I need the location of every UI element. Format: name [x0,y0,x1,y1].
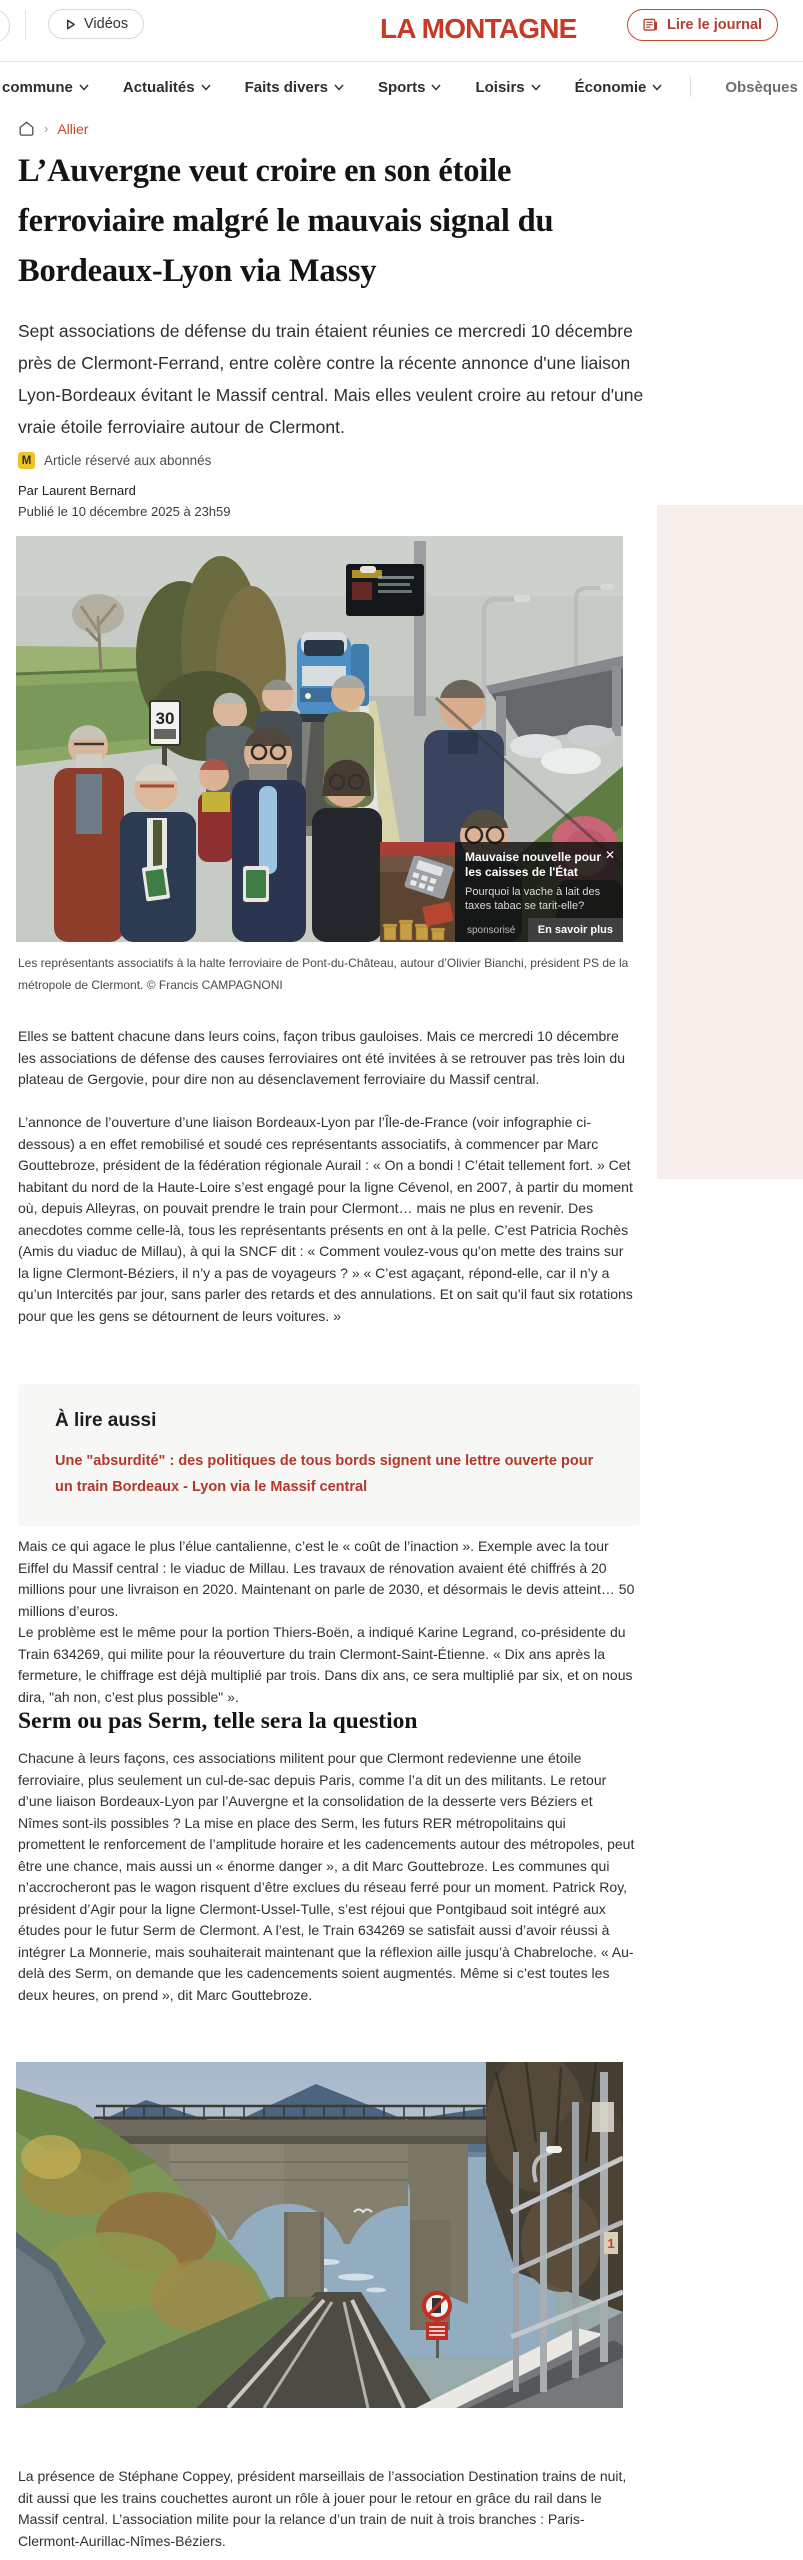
article-byline: Par Laurent Bernard [18,483,136,498]
chevron-down-icon [334,84,344,91]
nav-divider [690,77,691,97]
chevron-down-icon [79,84,89,91]
nav-label: Loisirs [475,78,525,96]
article-paragraph: Elles se battent chacune dans leurs coins, façon tribus gauloises. Mais ce mercredi 10 décembre les associations de défense des causes ferroviaires ont été invitées à se retrouver pas très loin du plateau de Gergovie, pour dire non au désenclavement ferroviaire du Massif central. [18,1028,625,1087]
breadcrumb [18,120,88,137]
premium-badge: M [18,452,35,469]
nav-item-commune[interactable] [2,79,89,96]
ad-close-icon[interactable]: ✕ [604,848,615,862]
chevron-down-icon [531,84,541,91]
breadcrumb-separator: › [44,121,49,136]
ad-rail-placeholder [657,505,803,1179]
nav-label: Sports [377,78,426,96]
videos-button-label: Vidéos [84,16,129,32]
read-also-heading: À lire aussi [55,1410,157,1431]
nav-label: commune [2,78,73,96]
article-publish-date: Publié le 10 décembre 2025 à 23h59 [18,504,231,519]
photo1-caption: Les représentants associatifs à la halte ferroviaire de Pont-du-Château, autour d’Olivier Bianchi, président PS de la métropole de Clermont. © Francis CAMPAGNONI [18,956,629,992]
nav-label: Économie [574,78,647,96]
chevron-down-icon [201,84,211,91]
chevron-down-icon [431,84,441,91]
article-paragraph: L’annonce de l’ouverture d’une liaison Bordeaux-Lyon par l’Île-de-France (voir infographie ci-dessous) a en effet remobilisé et soudé ces représentants associatifs, à commencer par Marc Gouttebroze, président de la fédération régionale Aurail : « On a bondi ! C’était tellement fort. » Cet habitant du nord de la Haute-Loire s’est engagé pour la ligne Cévenol, en 2007, à partir du moment où, depuis Alleyras, on pouvait prendre le train pour Clermont… mais ne plus en revenir. Des anecdotes comme celle-là, tous les représentants présents en ont à la pelle. C’est Patricia Rochès (Amis du viaduc de Millau), à qui la SNCF dit : « Comment voulez-vous qu’on mette des trains sur la ligne Clermont-Béziers, il n’y a pas de voyageurs ? » « C’est agaçant, répond-elle, car il n’y a qu’un Intercités par jour, sans parler des retards et des annulations. Et on sait qu’il faut six rotations pour que les gens se détournent de leurs voitures. » [18,1114,633,1324]
ad-body: Pourquoi la vache à lait des taxes tabac se tarit-elle? [465,886,601,912]
newspaper-icon [643,18,659,32]
ad-text-panel [455,842,623,942]
article-title: L’Auvergne veut croire en son étoile ferroviaire malgré le mauvais signal du Bordeaux-Lyon via Massy [18,153,554,289]
nav-item-obseques[interactable] [725,79,798,96]
section-heading: Serm ou pas Serm, telle sera la question [18,1708,418,1734]
premium-label: Article réservé aux abonnés [44,453,212,468]
site-logo[interactable]: LA MONTAGNE [380,13,577,44]
nav-label: Faits divers [244,78,328,96]
home-icon[interactable] [18,120,35,137]
videos-button[interactable] [48,9,144,39]
breadcrumb-section-link[interactable]: Allier [57,120,89,137]
photo-viaduct-illustration [16,2062,623,2408]
site-header [0,0,803,62]
article-standfirst: Sept associations de défense du train étaient réunies ce mercredi 10 décembre près de Clermont-Ferrand, entre colère contre la récente annonce d'une liaison Lyon-Bordeaux évitant le Massif central. Mais elles veulent croire au retour d'une vraie étoile ferroviaire autour de Clermont. [18,321,644,437]
nav-item-loisirs[interactable] [475,79,540,96]
article-paragraph: La présence de Stéphane Coppey, président marseillais de l’association Destination trains de nuit, dit aussi que les trains couchettes auront un rôle à jouer pour le retour en grâce du rail dans le Massif central. L’association milite pour la relance d’un train de nuit à trois branches : Paris-Clermont-Aurillac-Nîmes-Béziers. [18,2468,627,2549]
nav-item-actualites[interactable] [123,79,211,96]
read-also-box [18,1384,640,1526]
read-journal-label: Lire le journal [667,17,763,33]
svg-text:1: 1 [607,2236,615,2251]
premium-row [18,452,211,469]
article-paragraph: Le problème est le même pour la portion Thiers-Boën, a indiqué Karine Legrand, co-présidente du Train 634269, qui milite pour la réouverture du train Clermont-Saint-Étienne. « Dix ans après la fermeture, le chiffrage est déjà multiplié par trois. Dans dix ans, ce sera multiplié par six, et on nous dira, "ah non, c’est plus possible" ». [18,1624,633,1705]
read-also-link[interactable]: Une "absurdité" : des politiques de tous bords signent une lettre ouverte pour un train Bordeaux - Lyon via le Massif central [55,1453,594,1495]
main-nav [0,63,803,111]
account-button-partial[interactable] [0,9,10,43]
article-paragraph: Chacune à leurs façons, ces associations militent pour que Clermont redevienne une étoile ferroviaire, plus seulement un cul-de-sac depuis Paris, comme l’a dit un des militants. Le retour d’une liaison Bordeaux-Lyon par l’Auvergne et la consolidation de la desserte vers Béziers et Nîmes sont-ils possibles ? La mise en place des Serm, les futurs RER métropolitains qui promettent le renforcement de l’amplitude horaire et les cadencements autour des métropoles, peut être une chance, mais aussi un « énorme danger », a dit Marc Gouttebroze. Les communes qui n’accrocheront pas le wagon risquent d’être exclues du réseau ferré pour un moment. Patrick Roy, président d’Agir pour la ligne Clermont-Ussel-Tulle, s’est réjoui que Pontgibaud soit intégré aux études pour le futur Serm de Clermont. A l’est, le Train 634269 se satisfait aussi d’avoir réussi à intégrer La Monnerie, mais souhaiterait maintenant que la réflexion aille jusqu’à Chabreloche. « Au-delà des Serm, on demande que les cadencements soient augmentés. Même si c’est toutes les deux heures, on prend », dit Marc Gouttebroze. [18,1750,635,2003]
ad-cta-button[interactable]: En savoir plus [528,918,623,942]
nav-item-economie[interactable] [575,79,663,96]
header-divider [25,10,26,40]
ad-sponsored-label: sponsorisé [467,925,516,936]
sponsored-ad-overlay[interactable] [380,842,623,942]
nav-label: Obsèques [725,78,798,96]
article-photo-viaduct [16,2062,623,2408]
article-paragraph: Mais ce qui agace le plus l’élue cantalienne, c’est le « coût de l’inaction ». Exemple avec la tour Eiffel du Massif central : le viaduc de Millau. Les travaux de rénovation avaient été chiffrés à 20 millions pour une livraison en 2020. Maintenant on parle de 2030, et désormais le devis atteint… 50 millions d’euros. [18,1538,635,1619]
svg-text:30: 30 [155,709,175,728]
chevron-down-icon [652,84,662,91]
ad-title: Mauvaise nouvelle pour les caisses de l'État [465,850,602,879]
nav-label: Actualités [122,78,195,96]
article-photo-rail-halt [16,536,623,942]
play-icon [64,18,77,31]
ad-thumbnail-image [380,842,455,942]
read-journal-button[interactable] [627,9,778,41]
nav-item-sports[interactable] [378,79,442,96]
nav-item-faits-divers[interactable] [245,79,344,96]
